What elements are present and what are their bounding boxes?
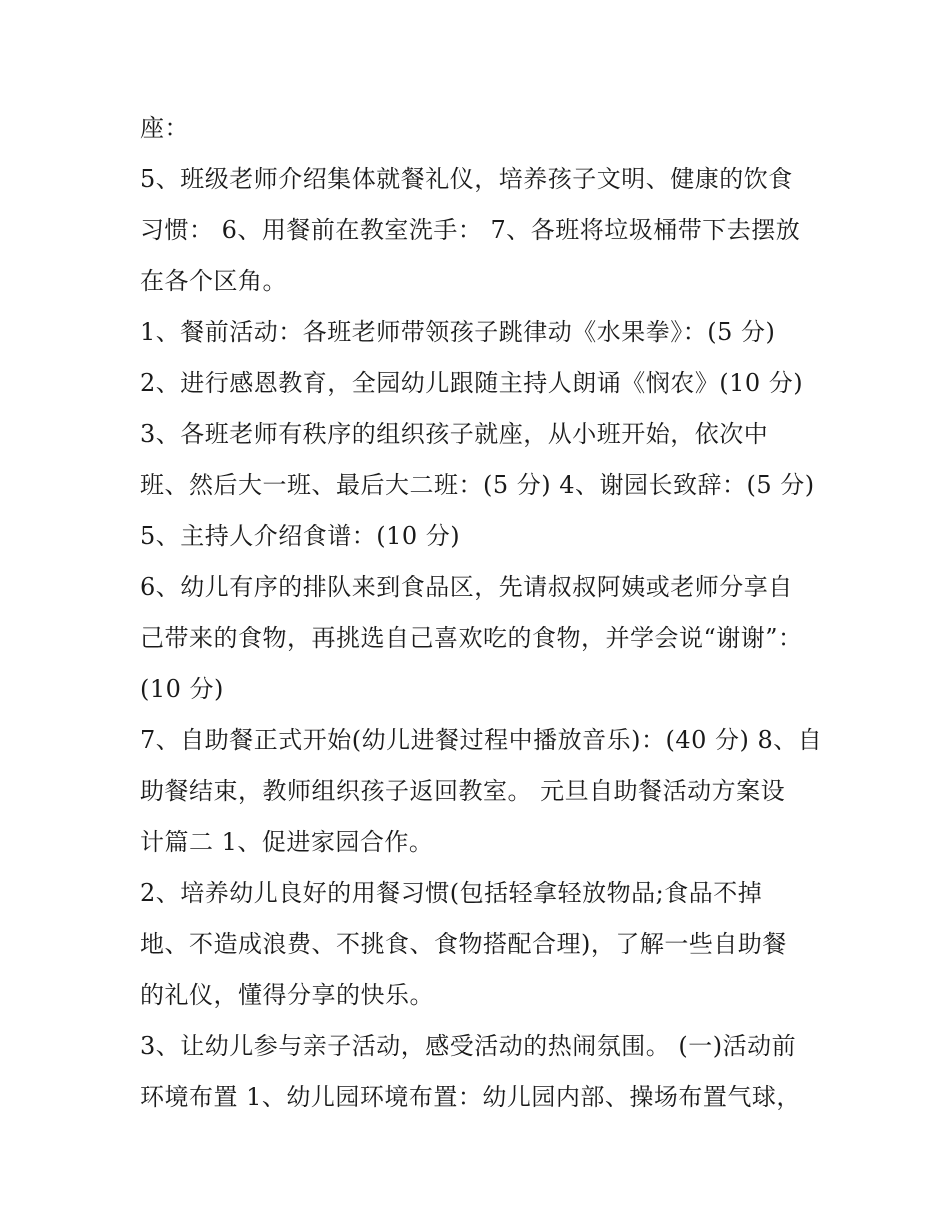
text-line: 己带来的食物，再挑选自己喜欢吃的食物，并学会说“谢谢”： xyxy=(140,624,803,652)
text-line: 7、自助餐正式开始(幼儿进餐过程中播放音乐)：(40 分) 8、自 xyxy=(140,726,823,754)
text-line: 助餐结束，教师组织孩子返回教室。 元旦自助餐活动方案设 xyxy=(140,777,786,805)
text-line: 5、主持人介绍食谱：(10 分) xyxy=(140,522,461,550)
text-line: 地、不造成浪费、不挑食、食物搭配合理)，了解一些自助餐 xyxy=(140,930,787,958)
text-line: 环境布置 1、幼儿园环境布置：幼儿园内部、操场布置气球， xyxy=(140,1083,801,1111)
text-line: 习惯： 6、用餐前在教室洗手： 7、各班将垃圾桶带下去摆放 xyxy=(140,216,801,244)
text-line: 3、各班老师有秩序的组织孩子就座，从小班开始，依次中 xyxy=(140,420,769,448)
text-line: 6、幼儿有序的排队来到食品区，先请叔叔阿姨或老师分享自 xyxy=(140,573,793,601)
text-line: 的礼仪，懂得分享的快乐。 xyxy=(140,981,434,1009)
text-line: 班、然后大一班、最后大二班：(5 分) 4、谢园长致辞：(5 分) xyxy=(140,471,815,499)
text-line: (10 分) xyxy=(140,675,224,703)
text-line: 座： xyxy=(140,114,189,142)
text-line: 1、餐前活动：各班老师带领孩子跳律动《水果拳》：(5 分) xyxy=(140,318,776,346)
text-line: 5、班级老师介绍集体就餐礼仪，培养孩子文明、健康的饮食 xyxy=(140,165,793,193)
text-line: 2、培养幼儿良好的用餐习惯(包括轻拿轻放物品;食品不掉 xyxy=(140,879,763,907)
text-line: 在各个区角。 xyxy=(140,267,287,295)
text-line: 计篇二 1、促进家园合作。 xyxy=(140,828,434,856)
text-line: 2、进行感恩教育，全园幼儿跟随主持人朗诵《悯农》(10 分) xyxy=(140,369,804,397)
text-line: 3、让幼儿参与亲子活动，感受活动的热闹氛围。 (一)活动前 xyxy=(140,1032,797,1060)
